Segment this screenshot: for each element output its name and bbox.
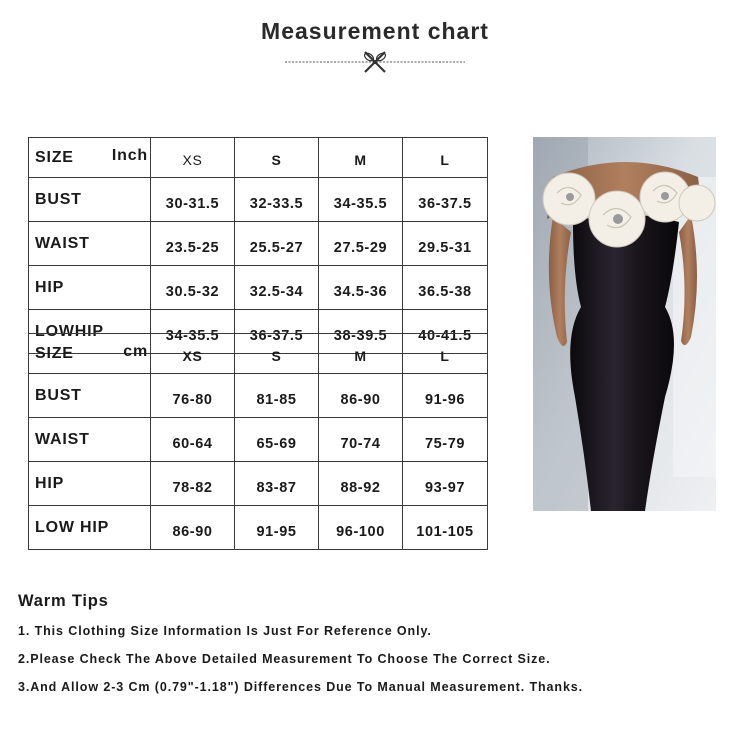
table-cell: 40-41.5 (403, 310, 488, 354)
table-cell: 34-35.5 (319, 178, 403, 222)
size-m-header: M (319, 334, 403, 374)
size-xs-header: XS (151, 334, 235, 374)
size-header-cell (29, 138, 151, 178)
table-cell: 34.5-36 (319, 266, 403, 310)
table-cell: 93-97 (403, 462, 488, 506)
row-label: BUST (29, 374, 151, 418)
size-header-label: SIZE (35, 344, 74, 362)
table-cell: 32-33.5 (235, 178, 319, 222)
ribbon-divider-icon (283, 46, 467, 76)
size-l-header: L (403, 334, 488, 374)
dress-illustration (533, 137, 716, 511)
table-row (29, 178, 488, 222)
size-s-header: S (235, 138, 319, 178)
table-cell: 29.5-31 (403, 222, 488, 266)
size-header-cell (29, 334, 151, 374)
row-label: HIP (29, 462, 151, 506)
table-cell: 34-35.5 (151, 310, 235, 354)
table-row (29, 222, 488, 266)
unit-label: cm (123, 343, 148, 360)
size-header-label: SIZE (35, 148, 74, 166)
table-cell: 27.5-29 (319, 222, 403, 266)
table-cell: 36-37.5 (403, 178, 488, 222)
page-title: Measurement chart (261, 18, 489, 44)
table-cell: 70-74 (319, 418, 403, 462)
row-label: LOWHIP (29, 310, 151, 354)
table-cell: 36.5-38 (403, 266, 488, 310)
table-cell: 91-95 (235, 506, 319, 550)
row-label: WAIST (29, 418, 151, 462)
size-m-header: M (319, 138, 403, 178)
row-label: BUST (29, 178, 151, 222)
table-cell: 91-96 (403, 374, 488, 418)
table-cell: 30-31.5 (151, 178, 235, 222)
table-cell: 38-39.5 (319, 310, 403, 354)
row-label: LOW HIP (29, 506, 151, 550)
table-cell: 86-90 (319, 374, 403, 418)
tips-title: Warm Tips (18, 592, 109, 610)
table-cell: 76-80 (151, 374, 235, 418)
table-header-row (29, 138, 488, 178)
size-xs-header: XS (151, 138, 235, 178)
row-label: HIP (29, 266, 151, 310)
table-cell: 88-92 (319, 462, 403, 506)
table-row (29, 418, 488, 462)
cm-size-table (28, 333, 488, 550)
size-l-header: L (403, 138, 488, 178)
table-cell: 96-100 (319, 506, 403, 550)
table-cell: 30.5-32 (151, 266, 235, 310)
table-row (29, 506, 488, 550)
table-cell: 36-37.5 (235, 310, 319, 354)
tip-item: 1. This Clothing Size Information Is Just For Reference Only. (18, 624, 432, 638)
unit-label: Inch (111, 147, 148, 164)
table-cell: 32.5-34 (235, 266, 319, 310)
tip-item: 3.And Allow 2-3 Cm (0.79"-1.18") Differences Due To Manual Measurement. Thanks. (18, 680, 584, 694)
table-cell: 86-90 (151, 506, 235, 550)
table-cell: 60-64 (151, 418, 235, 462)
table-cell: 23.5-25 (151, 222, 235, 266)
table-row (29, 462, 488, 506)
table-cell: 25.5-27 (235, 222, 319, 266)
row-label: WAIST (29, 222, 151, 266)
table-cell: 81-85 (235, 374, 319, 418)
product-photo (533, 137, 716, 511)
inch-size-table (28, 137, 488, 354)
table-row (29, 374, 488, 418)
table-row (29, 266, 488, 310)
table-header-row (29, 334, 488, 374)
tip-item: 2.Please Check The Above Detailed Measurement To Choose The Correct Size. (18, 652, 551, 666)
table-cell: 75-79 (403, 418, 488, 462)
size-s-header: S (235, 334, 319, 374)
table-cell: 65-69 (235, 418, 319, 462)
table-cell: 78-82 (151, 462, 235, 506)
table-cell: 83-87 (235, 462, 319, 506)
table-cell: 101-105 (403, 506, 488, 550)
